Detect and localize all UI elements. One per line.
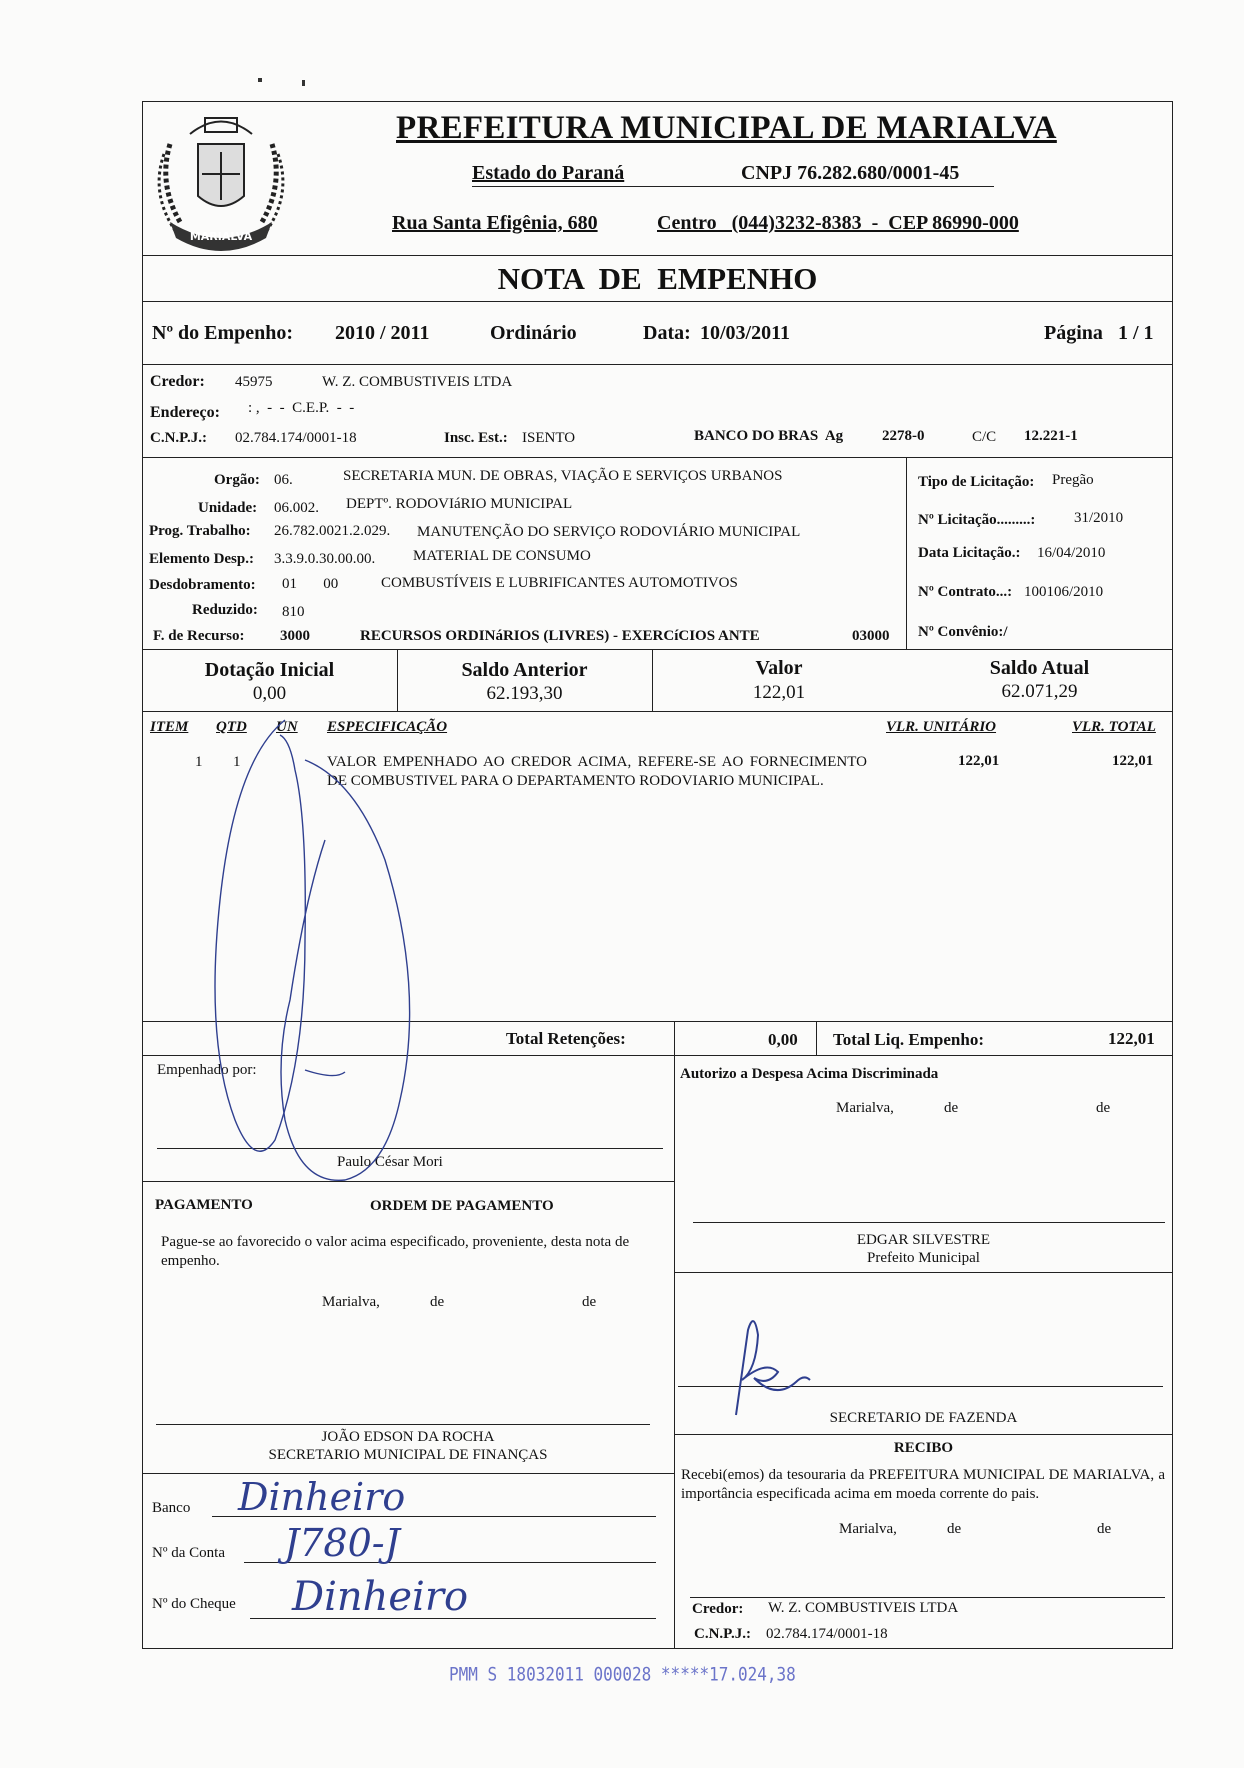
saldo-atual-label: Saldo Atual <box>989 657 1090 679</box>
col-item: ITEM <box>150 719 189 735</box>
scan-mark <box>258 78 262 82</box>
elemento-desc: MATERIAL DE CONSUMO <box>413 548 591 564</box>
licitacao-type-label: Tipo de Licitação: <box>918 474 1035 490</box>
orgao-desc: SECRETARIA MUN. DE OBRAS, VIAÇÃO E SERVIÇOS URBANOS <box>343 468 783 484</box>
divider <box>142 457 1173 458</box>
reduzido-value: 810 <box>282 604 305 620</box>
desdobramento-code: 01 00 <box>282 576 339 592</box>
saldo-anterior-value: 62.193,30 <box>486 683 563 704</box>
divider <box>674 1055 675 1649</box>
row-spec: VALOR EMPENHADO AO CREDOR ACIMA, REFERE-SE AO FORNECIMENTO DE COMBUSTIVEL PARA O DEPARTAMENTO RODOVIARIO MUNICIPAL. <box>327 754 867 789</box>
row-unit-price: 122,01 <box>958 753 1000 769</box>
recibo-de2: de <box>1097 1521 1112 1537</box>
retencoes-label: Total Retenções: <box>506 1029 626 1048</box>
prog-label: Prog. Trabalho: <box>149 523 251 539</box>
recibo-text: Recebi(emos) da tesouraria da PREFEITURA MUNICIPAL DE MARIALVA, a importância especificada acima em moeda corrente do pais. <box>681 1467 1165 1502</box>
col-qtd: QTD <box>216 719 247 735</box>
divider <box>674 1021 675 1055</box>
contrato-value: 100106/2010 <box>1024 584 1104 600</box>
recibo-cnpj-label: C.N.P.J.: <box>694 1626 751 1642</box>
divider <box>674 1434 1173 1435</box>
divider <box>142 255 1173 256</box>
pen-scribble <box>195 700 455 1190</box>
recurso-code: 3000 <box>280 628 310 644</box>
signature-line <box>693 1222 1165 1223</box>
prog-code: 26.782.0021.2.029. <box>274 523 391 539</box>
conta-label: Nº da Conta <box>152 1545 225 1561</box>
empenho-date: 10/03/2011 <box>700 322 791 344</box>
col-spec: ESPECIFICAÇÃO <box>327 719 448 735</box>
unidade-desc: DEPTº. RODOVIáRIO MUNICIPAL <box>346 496 573 512</box>
divider <box>142 301 1173 302</box>
dotacao-value: 0,00 <box>252 683 287 704</box>
credor-cnpj-label: C.N.P.J.: <box>150 430 207 446</box>
saldo-anterior-label: Saldo Anterior <box>461 659 588 681</box>
retencoes-value: 0,00 <box>768 1030 798 1049</box>
banco-handwriting: Dinheiro <box>238 1475 406 1519</box>
protocol-stamp: PMM S 18032011 000028 *****17.024,38 <box>449 1663 796 1686</box>
autorizo-label: Autorizo a Despesa Acima Discriminada <box>680 1066 939 1082</box>
recibo-de1: de <box>947 1521 962 1537</box>
empenhado-label: Empenhado por: <box>157 1062 257 1078</box>
reduzido-label: Reduzido: <box>192 602 258 618</box>
saldo-atual-value: 62.071,29 <box>1001 681 1078 702</box>
header-underline <box>472 186 994 187</box>
page-title: PREFEITURA MUNICIPAL DE MARIALVA <box>396 110 1057 146</box>
crest-icon <box>150 104 292 254</box>
banco-label: Banco <box>152 1500 191 1516</box>
header-contact: Centro (044)3232-8383 - CEP 86990-000 <box>657 212 1019 234</box>
liquido-label: Total Liq. Empenho: <box>833 1030 984 1049</box>
pagamento-city: Marialva, <box>322 1294 380 1310</box>
page-number: 1 / 1 <box>1118 322 1154 344</box>
pagamento-role: SECRETARIO MUNICIPAL DE FINANÇAS <box>268 1447 548 1463</box>
signature-line <box>156 1424 650 1425</box>
endereco-label: Endereço: <box>150 404 220 421</box>
divider <box>816 1021 817 1055</box>
credor-code: 45975 <box>235 374 273 390</box>
licitacao-number-label: Nº Licitação.........: <box>918 512 1036 528</box>
cc-value: 12.221-1 <box>1024 428 1078 444</box>
endereco-value: : , - - C.E.P. - - <box>248 400 355 416</box>
unidade-label: Unidade: <box>198 500 258 516</box>
header-cnpj: CNPJ 76.282.680/0001-45 <box>741 162 960 184</box>
empenho-number-label: Nº do Empenho: <box>152 322 294 344</box>
pagamento-de1: de <box>430 1294 445 1310</box>
orgao-label: Orgão: <box>214 472 260 488</box>
doc-title: NOTA DE EMPENHO <box>497 261 818 296</box>
fazenda-signature <box>706 1310 826 1420</box>
desdobramento-desc: COMBUSTÍVEIS E LUBRIFICANTES AUTOMOTIVOS <box>381 575 738 591</box>
autorizo-de2: de <box>1096 1100 1111 1116</box>
fazenda-role: SECRETARIO DE FAZENDA <box>829 1410 1018 1426</box>
city-crest <box>150 104 292 254</box>
divider <box>142 649 1173 650</box>
row-total: 122,01 <box>1112 753 1154 769</box>
header-address: Rua Santa Efigênia, 680 <box>392 212 598 234</box>
conta-handwriting: J780-J <box>284 1521 400 1565</box>
convenio-label: Nº Convênio:/ <box>918 624 1008 640</box>
page-label: Página <box>1044 322 1103 344</box>
licitacao-type: Pregão <box>1052 472 1094 488</box>
bank-name: BANCO DO BRAS Ag <box>694 428 844 444</box>
col-total: VLR. TOTAL <box>1072 719 1156 735</box>
state-name: Estado do Paraná <box>472 162 625 184</box>
empenho-type: Ordinário <box>490 322 577 344</box>
valor-value: 122,01 <box>752 682 806 703</box>
empenho-date-label: Data: <box>643 322 691 344</box>
licitacao-date-label: Data Licitação.: <box>918 545 1021 561</box>
col-unit-price: VLR. UNITÁRIO <box>886 719 997 735</box>
divider <box>674 1272 1173 1273</box>
licitacao-date: 16/04/2010 <box>1037 545 1106 561</box>
credor-name: W. Z. COMBUSTIVEIS LTDA <box>322 374 513 390</box>
orgao-code: 06. <box>274 472 293 488</box>
row-item: 1 <box>195 754 203 770</box>
cc-label: C/C <box>972 429 997 445</box>
pagamento-text: Pague-se ao favorecido o valor acima especificado, proveniente, desta nota de empenho. <box>161 1234 630 1269</box>
pagamento-label: PAGAMENTO <box>155 1197 253 1213</box>
pagamento-de2: de <box>582 1294 597 1310</box>
autorizo-city: Marialva, <box>836 1100 894 1116</box>
bank-agency: 2278-0 <box>882 428 925 444</box>
scan-mark <box>302 80 305 86</box>
autorizo-role: Prefeito Municipal <box>867 1250 980 1266</box>
empenhado-signer: Paulo César Mori <box>337 1154 443 1170</box>
recibo-cnpj: 02.784.174/0001-18 <box>766 1626 888 1642</box>
dotacao-label: Dotação Inicial <box>204 659 335 681</box>
divider <box>142 1473 674 1474</box>
elemento-code: 3.3.9.0.30.00.00. <box>274 551 376 567</box>
divider <box>142 364 1173 365</box>
valor-label: Valor <box>755 657 803 679</box>
cheque-label: Nº do Cheque <box>152 1596 236 1612</box>
recurso-number: 03000 <box>852 628 890 644</box>
cheque-handwriting: Dinheiro <box>292 1574 469 1620</box>
liquido-value: 122,01 <box>1108 1029 1155 1048</box>
desdobramento-label: Desdobramento: <box>149 577 256 593</box>
recurso-label: F. de Recurso: <box>153 628 245 644</box>
elemento-label: Elemento Desp.: <box>149 551 254 567</box>
row-qtd: 1 <box>233 754 241 770</box>
contrato-label: Nº Contrato...: <box>918 584 1013 600</box>
recibo-title: RECIBO <box>893 1440 954 1456</box>
signature-line <box>690 1597 1165 1598</box>
recibo-city: Marialva, <box>839 1521 897 1537</box>
recurso-desc: RECURSOS ORDINáRIOS (LIVRES) - EXERCíCIOS ANTE <box>360 628 760 644</box>
recibo-credor: W. Z. COMBUSTIVEIS LTDA <box>768 1600 959 1616</box>
pagamento-signer: JOÃO EDSON DA ROCHA <box>321 1429 495 1445</box>
divider <box>906 457 907 649</box>
unidade-code: 06.002. <box>274 500 319 516</box>
ordem-label: ORDEM DE PAGAMENTO <box>370 1198 554 1214</box>
empenho-number: 2010 / 2011 <box>335 322 430 344</box>
credor-cnpj: 02.784.174/0001-18 <box>235 430 357 446</box>
svg-text:MARIALVA: MARIALVA <box>189 230 253 243</box>
recibo-credor-label: Credor: <box>692 1601 744 1617</box>
col-un: UN <box>276 719 298 735</box>
autorizo-signer: EDGAR SILVESTRE <box>856 1232 991 1248</box>
credor-label: Credor: <box>150 373 205 390</box>
autorizo-de1: de <box>944 1100 959 1116</box>
insc-label: Insc. Est.: <box>444 430 508 446</box>
prog-desc: MANUTENÇÃO DO SERVIÇO RODOVIÁRIO MUNICIPAL <box>417 524 801 540</box>
insc-value: ISENTO <box>522 430 576 446</box>
licitacao-number: 31/2010 <box>1074 510 1124 526</box>
